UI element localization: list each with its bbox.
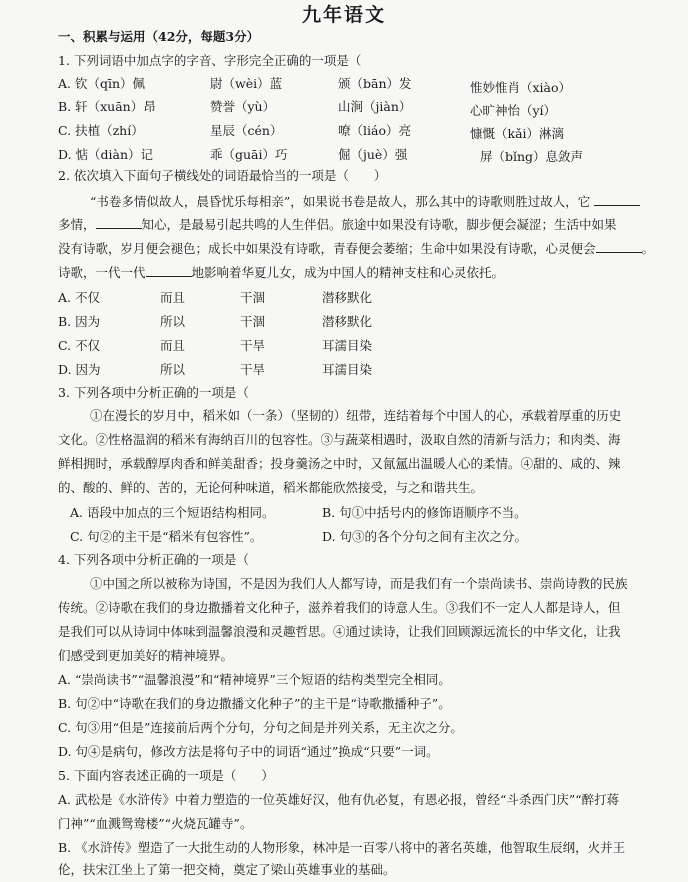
q1-b2: 赞誉（yù） xyxy=(210,99,276,114)
q2-d4: 耳濡目染 xyxy=(322,362,373,377)
q2-d3: 干旱 xyxy=(240,362,266,377)
q3-stem: 3. 下列各项中分析正确的一项是（ xyxy=(58,385,249,400)
q2-b4: 潜移默化 xyxy=(322,314,373,329)
q4-passage-3: 是我们可以从诗词中体味到温馨浪漫和灵趣哲思。④通过读诗，让我们回顾源远流长的中华文化，让我 xyxy=(58,624,621,639)
q1-d2: 乖（guāi）巧 xyxy=(210,147,288,162)
q2-stem: 2. 依次填入下面句子横线处的词语最恰当的一项是（ ） xyxy=(58,168,387,183)
q1-a1: A. 钦（qīn）佩 xyxy=(58,76,146,91)
q4-passage-4: 们感受到更加美好的精神境界。 xyxy=(58,648,234,663)
q2-d2: 所以 xyxy=(160,362,186,377)
q2-a1: A. 不仅 xyxy=(58,290,100,305)
q3-option-d: D. 句③的各个分句之间有主次之分。 xyxy=(322,529,528,544)
q2-d1: D. 因为 xyxy=(58,362,101,377)
q2-a3: 干涸 xyxy=(240,290,266,305)
q2-a2: 而且 xyxy=(160,290,186,305)
q1-b1: B. 轩（xuān）昂 xyxy=(58,99,156,114)
q2-c4: 耳濡目染 xyxy=(322,338,373,353)
q1-stem: 1. 下列词语中加点字的字音、字形完全正确的一项是（ xyxy=(58,53,362,68)
q3-passage-2: 文化。②性格温润的稻米有海纳百川的包容性。③与蔬菜相遇时，汲取自然的清新与活力；和肉类、海 xyxy=(58,432,621,447)
q1-c1: C. 扶植（zhí） xyxy=(58,123,144,138)
q3-option-b: B. 句①中括号内的修饰语顺序不当。 xyxy=(322,505,527,520)
q3-passage-3: 鲜相拥时，承载醇厚肉香和鲜美甜香；投身羹汤之中时，又氤氲出温暖人心的柔情。④甜的、咸的、辣 xyxy=(58,456,621,471)
q1-b3: 山涧（jiàn） xyxy=(338,99,412,114)
q5-option-a-line2: 门神”“血溅鸳鸯楼”“火烧瓦罐寺”。 xyxy=(58,816,253,831)
q2-b3: 干涸 xyxy=(240,314,266,329)
q2-passage-1: “书卷多情似故人，晨昏忧乐每相亲”，如果说书卷是故人，那么其中的诗歌则胜过故人，它 xyxy=(90,191,678,213)
q1-a2: 尉（wèi）蓝 xyxy=(210,76,283,91)
q2-c3: 干旱 xyxy=(240,338,266,353)
q2-passage-2: 多情， 知心，是最易引起共鸣的人生伴侣。旅途中如果没有诗歌，脚步便会凝涩；生活中如果 xyxy=(58,217,617,232)
q1-b4: 心旷神怡（yí） xyxy=(470,103,557,118)
q1-c2: 星辰（cén） xyxy=(210,123,283,138)
q4-passage-2: 传统。②诗歌在我们的身边撒播着文化种子，滋养着我们的诗意人生。③我们不一定人人都是诗人，但 xyxy=(58,600,621,615)
q3-option-a: A. 语段中加点的三个短语结构相同。 xyxy=(70,505,275,520)
q2-passage-4: 诗歌，一代一代 地影响着华夏儿女，成为中国人的精神支柱和心灵依托。 xyxy=(58,265,505,280)
q3-passage-4: 的、酸的、鲜的、苦的，无论何种味道，稻米都能欣然接受，与之和谐共生。 xyxy=(58,480,484,495)
q2-c2: 而且 xyxy=(160,338,186,353)
q5-option-a-line1: A. 武松是《水浒传》中着力塑造的一位英雄好汉，他有仇必复，有恩必报，曾经“斗杀西门庆”“醉打蒋 xyxy=(58,792,620,807)
q4-stem: 4. 下列各项中分析正确的一项是（ xyxy=(58,552,249,567)
q1-d4: 屏（bǐng）息敛声 xyxy=(480,149,584,164)
q3-option-c: C. 句②的主干是“稻米有包容性”。 xyxy=(70,529,263,544)
q1-c3: 嘹（liáo）亮 xyxy=(338,123,411,138)
q4-option-d: D. 句④是病句，修改方法是将句子中的词语“通过”换成“只要”一词。 xyxy=(58,744,439,759)
q2-a4: 潜移默化 xyxy=(322,290,373,305)
q1-a4: 惟妙惟肖（xiào） xyxy=(470,80,572,95)
section-heading: 一、积累与运用（42分，每题3分） xyxy=(58,29,260,44)
q1-a3: 颁（bān）发 xyxy=(338,76,412,91)
q1-c4: 慷慨（kǎi）淋漓 xyxy=(470,126,565,141)
q4-option-a: A. “崇尚读书”“温馨浪漫”和“精神境界”三个短语的结构类型完全相同。 xyxy=(58,672,451,687)
q1-d1: D. 惦（diàn）记 xyxy=(58,147,154,162)
q5-stem: 5. 下面内容表述正确的一项是（ ） xyxy=(58,768,274,783)
q2-c1: C. 不仅 xyxy=(58,338,101,353)
q2-passage-3: 没有诗歌，岁月便会褪色；成长中如果没有诗歌，青春便会萎缩；生命中如果没有诗歌，心灵便会 。 xyxy=(58,241,655,256)
q1-d3: 倔（juè）强 xyxy=(338,147,408,162)
q2-b2: 所以 xyxy=(160,314,186,329)
q4-passage-1: ①中国之所以被称为诗国，不是因为我们人人都写诗，而是我们有一个崇尚读书、崇尚诗教的民族 xyxy=(90,576,628,591)
q4-option-b: B. 句②中“诗歌在我们的身边撒播文化种子”的主干是“诗歌撒播种子”。 xyxy=(58,696,451,711)
q4-option-c: C. 句③用“但是”连接前后两个分句，分句之间是并列关系，无主次之分。 xyxy=(58,720,463,735)
q2-b1: B. 因为 xyxy=(58,314,101,329)
q3-passage-1: ①在漫长的岁月中，稻米如（一条）（坚韧的）纽带，连结着每个中国人的心，承载着厚重的历史 xyxy=(90,408,622,423)
q5-option-b-line1: B. 《水浒传》塑造了一大批生动的人物形象，林冲是一百零八将中的著名英雄，他智取生辰纲，火并王 xyxy=(58,840,626,855)
q5-option-b-line2: 伦，扶宋江坐上了第一把交椅，奠定了梁山英雄事业的基础。 xyxy=(58,862,396,877)
page-title: 九年语文 xyxy=(301,4,386,26)
